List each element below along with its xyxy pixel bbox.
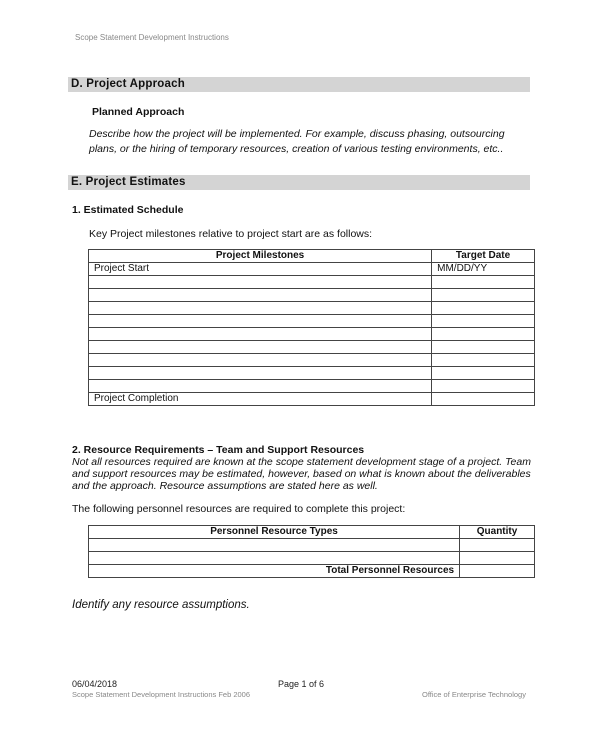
table-row [89,341,535,354]
resource-note: Not all resources required are known at the scope statement development stage of a project. Team and support resources may be estimated, however, based on what is known about the deliverables and the approach. Resource assumptions are stated here as well. [72,456,531,492]
date-cell [432,276,535,289]
estimated-schedule-heading: 1. Estimated Schedule [72,204,184,216]
personnel-table [88,525,535,578]
date-cell: MM/DD/YY [432,263,535,276]
quantity-cell [460,539,535,552]
milestone-cell [89,328,432,341]
milestone-cell [89,289,432,302]
date-cell [432,328,535,341]
resource-requirements-heading: 2. Resource Requirements – Team and Support Resources [72,444,365,456]
resource-assumptions-prompt: Identify any resource assumptions. [72,599,250,611]
milestone-cell [89,380,432,393]
resource-types-col-header: Personnel Resource Types [89,526,460,539]
table-row [89,354,535,367]
milestones-col-header: Project Milestones [89,250,432,263]
total-value [460,565,535,578]
section-e-title: E. Project Estimates [71,176,186,188]
milestone-cell [89,276,432,289]
table-row [89,393,535,406]
milestone-cell [89,302,432,315]
milestone-cell: Project Start [89,263,432,276]
date-cell [432,302,535,315]
date-cell [432,380,535,393]
milestone-cell [89,367,432,380]
date-cell [432,341,535,354]
table-row [89,315,535,328]
footer-office: Office of Enterprise Technology [422,690,526,699]
milestone-cell: Project Completion [89,393,432,406]
personnel-intro: The following personnel resources are required to complete this project: [72,503,406,515]
section-d-title: D. Project Approach [71,78,185,90]
table-row [89,552,535,565]
planned-approach-heading: Planned Approach [92,106,185,118]
date-cell [432,289,535,302]
table-row [89,539,535,552]
table-row [89,289,535,302]
personnel-header-row [89,526,535,539]
document-header: Scope Statement Development Instructions [75,33,229,42]
table-row [89,380,535,393]
table-row [89,276,535,289]
milestone-cell [89,341,432,354]
milestone-cell [89,354,432,367]
total-label: Total Personnel Resources [89,565,460,578]
quantity-cell [460,552,535,565]
table-row [89,302,535,315]
resource-type-cell [89,552,460,565]
date-cell [432,315,535,328]
milestones-table [88,249,535,406]
footer-page-number: Page 1 of 6 [278,679,325,689]
target-date-col-header: Target Date [432,250,535,263]
total-row [89,565,535,578]
section-e-bar [68,175,530,190]
milestone-cell [89,315,432,328]
date-cell [432,367,535,380]
quantity-col-header: Quantity [460,526,535,539]
table-row [89,263,535,276]
milestones-header-row [89,250,535,263]
resource-type-cell [89,539,460,552]
footer-doc-info: Scope Statement Development Instructions Feb 2006 [72,690,251,699]
approach-description: Describe how the project will be implemented. For example, discuss phasing, outsourcing plans, or the hiring of temporary resources, creation of various testing environments, etc.. [89,128,505,155]
section-d-bar [68,77,530,92]
date-cell [432,354,535,367]
footer-date: 06/04/2018 [72,679,118,689]
table-row [89,328,535,341]
date-cell [432,393,535,406]
table-row [89,367,535,380]
milestones-intro: Key Project milestones relative to project start are as follows: [89,228,373,240]
